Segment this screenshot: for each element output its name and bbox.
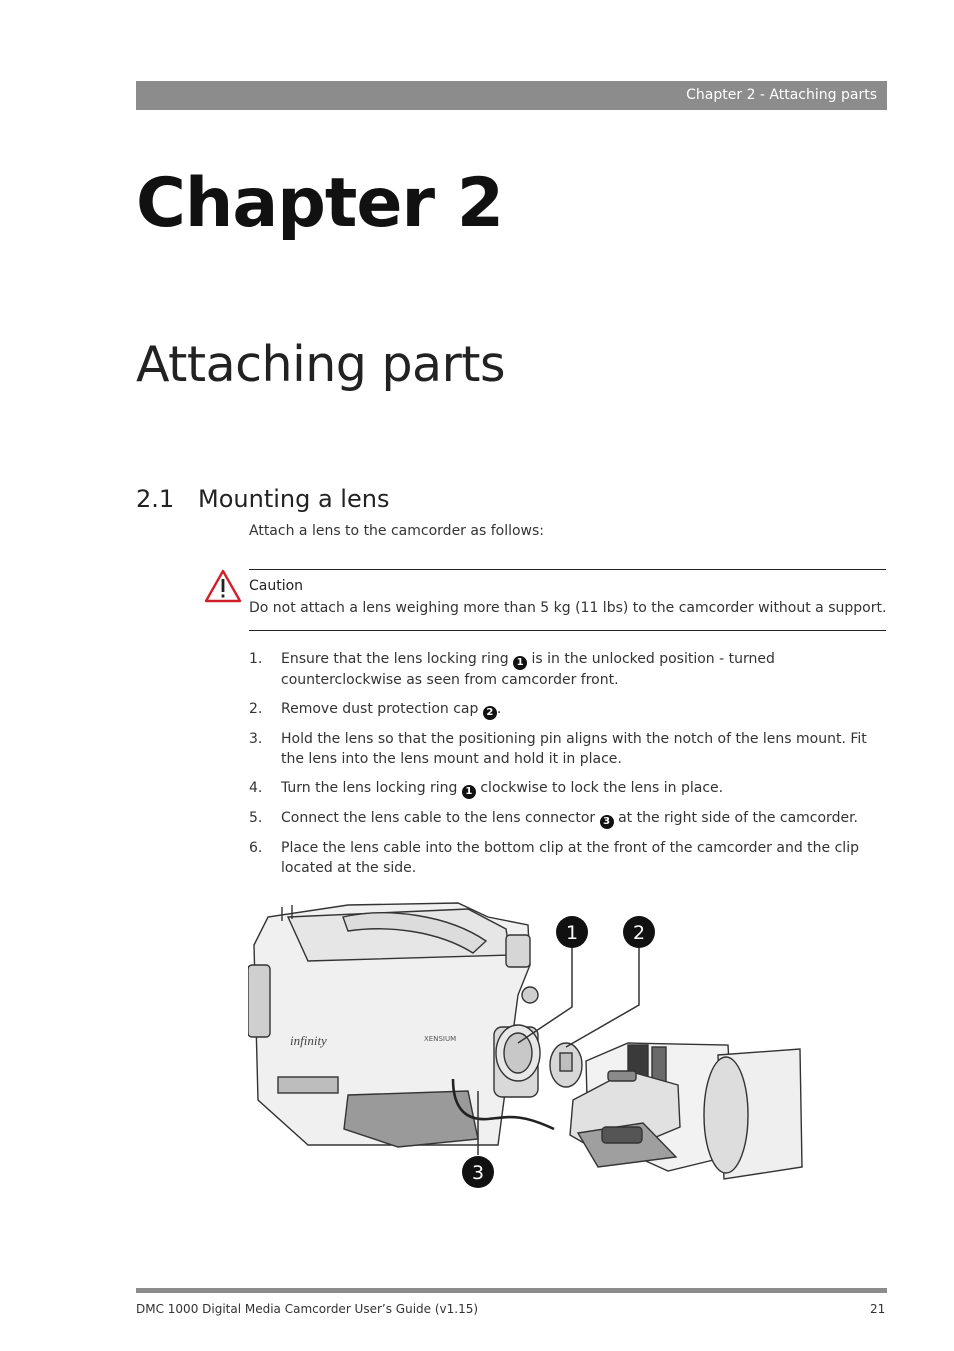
callout-1-label: 1 (565, 922, 579, 944)
step-text: Turn the lens locking ring (281, 780, 462, 796)
callout-marker: 2 (483, 706, 497, 720)
section-intro: Attach a lens to the camcorder as follows: (249, 523, 545, 539)
callout-2-marker (623, 916, 655, 948)
zoom-lens (570, 1043, 802, 1179)
logo-text: XENSIUM (424, 1035, 457, 1043)
camcorder-body (248, 903, 554, 1147)
step-number: 2. (249, 701, 263, 717)
list-item (249, 808, 889, 829)
callout-marker: 1 (513, 656, 527, 670)
step-text: clockwise to lock the lens in place. (475, 780, 724, 796)
running-header-bar (136, 81, 887, 110)
section-title: Mounting a lens (198, 485, 390, 513)
callout-3-marker (462, 1156, 494, 1188)
step-text: Place the lens cable into the bottom clip at the front of the camcorder and the clip located at the side. (281, 840, 859, 876)
step-number: 1. (249, 651, 263, 667)
step-text: at the right side of the camcorder. (613, 810, 858, 826)
step-text: is in the unlocked position - turned counterclockwise as seen from camcorder front. (281, 651, 775, 688)
step-text: . (496, 701, 502, 717)
section-heading (136, 485, 389, 513)
section-number: 2.1 (136, 485, 175, 513)
warning-triangle-icon (204, 569, 242, 603)
chapter-subtitle: Attaching parts (136, 336, 505, 393)
caution-box (249, 569, 886, 631)
caution-text: Do not attach a lens weighing more than 5 kg (11 lbs) to the camcorder without a support. (249, 600, 887, 616)
step-number: 5. (249, 810, 263, 826)
running-header-title: Chapter 2 - Attaching parts (686, 87, 877, 103)
step-text: Connect the lens cable to the lens connector (281, 810, 600, 826)
step-text: Hold the lens so that the positioning pin aligns with the notch of the lens mount. Fit the lens into the lens mount and hold it in place. (281, 731, 867, 767)
steps-list (249, 649, 889, 887)
list-item (249, 729, 889, 769)
camcorder-lens-illustration (248, 895, 808, 1195)
step-text: Ensure that the lens locking ring (281, 651, 514, 667)
list-item (249, 699, 889, 720)
callout-marker: 3 (600, 815, 614, 829)
caution-label: Caution (249, 578, 304, 594)
footer-bar (136, 1288, 887, 1293)
step-number: 6. (249, 840, 263, 856)
callout-marker: 1 (462, 785, 476, 799)
step-text: Remove dust protection cap (281, 701, 483, 717)
list-item (249, 778, 889, 799)
step-number: 3. (249, 731, 263, 747)
dust-cap (550, 1043, 582, 1087)
step-number: 4. (249, 780, 263, 796)
callout-2-label: 2 (632, 922, 646, 944)
page-number: 21 (870, 1302, 886, 1316)
list-item (249, 649, 889, 690)
footer-guide-title: DMC 1000 Digital Media Camcorder User’s Guide (v1.15) (136, 1302, 479, 1316)
callout-3-label: 3 (471, 1162, 485, 1184)
brand-text: infinity (290, 1033, 327, 1048)
list-item (249, 838, 889, 878)
callout-1-marker (556, 916, 588, 948)
chapter-title: Chapter 2 (136, 164, 504, 243)
